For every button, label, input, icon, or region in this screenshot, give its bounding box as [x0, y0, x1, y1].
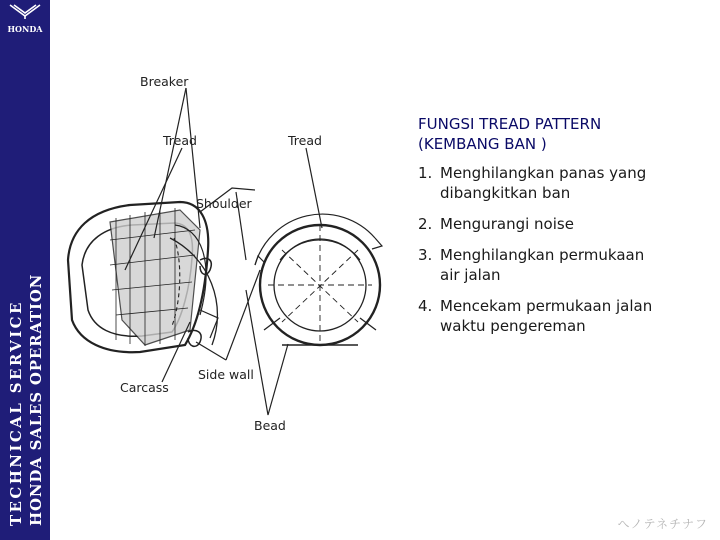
list-item-line1: Menghilangkan panas yang	[440, 164, 647, 182]
list-item-line1: Menghilangkan permukaan	[440, 246, 645, 264]
sidebar	[0, 0, 50, 540]
slide-title	[418, 114, 708, 154]
list-item-line1: Mengurangi noise	[440, 215, 574, 233]
list-item-text	[440, 245, 644, 285]
sidebar-title-honda-sales-operation: HONDA SALES OPERATION	[27, 273, 45, 526]
list-item-number: 2.	[418, 215, 433, 233]
list-item-number: 4.	[418, 297, 433, 315]
list-item-number: 1.	[418, 164, 433, 182]
list-item-number: 3.	[418, 246, 433, 264]
list-item-text	[440, 214, 574, 234]
list-item-line2: dibangkitkan ban	[440, 184, 571, 202]
list-item-line2: waktu pengereman	[440, 317, 586, 335]
honda-logo-text: HONDA	[7, 24, 43, 34]
tire-diagram	[50, 60, 410, 450]
tire-illustration	[68, 202, 382, 352]
slide-title-line1: FUNGSI TREAD PATTERN	[418, 115, 602, 133]
label-tread-right: Tread	[288, 133, 322, 148]
label-breaker: Breaker	[140, 74, 189, 89]
content-panel	[418, 114, 708, 347]
list-item-line1: Mencekam permukaan jalan	[440, 297, 653, 315]
watermark: へノテネチナフ	[617, 517, 708, 531]
list-item-text	[440, 296, 652, 336]
label-carcass: Carcass	[120, 380, 169, 395]
label-shoulder: Shoulder	[196, 196, 252, 211]
list-item-line2: air jalan	[440, 266, 501, 284]
list-item-text	[440, 163, 646, 203]
sidebar-title-technical-service: TECHNICAL SERVICE	[7, 300, 25, 526]
list-item	[418, 245, 708, 285]
function-list	[418, 163, 708, 336]
list-item	[418, 296, 708, 336]
list-item	[418, 163, 708, 203]
honda-logo	[0, 0, 50, 50]
label-side-wall: Side wall	[198, 367, 254, 382]
slide-title-line2: (KEMBANG BAN )	[418, 135, 547, 153]
label-tread-left: Tread	[163, 133, 197, 148]
list-item	[418, 214, 708, 234]
label-bead: Bead	[254, 418, 286, 433]
